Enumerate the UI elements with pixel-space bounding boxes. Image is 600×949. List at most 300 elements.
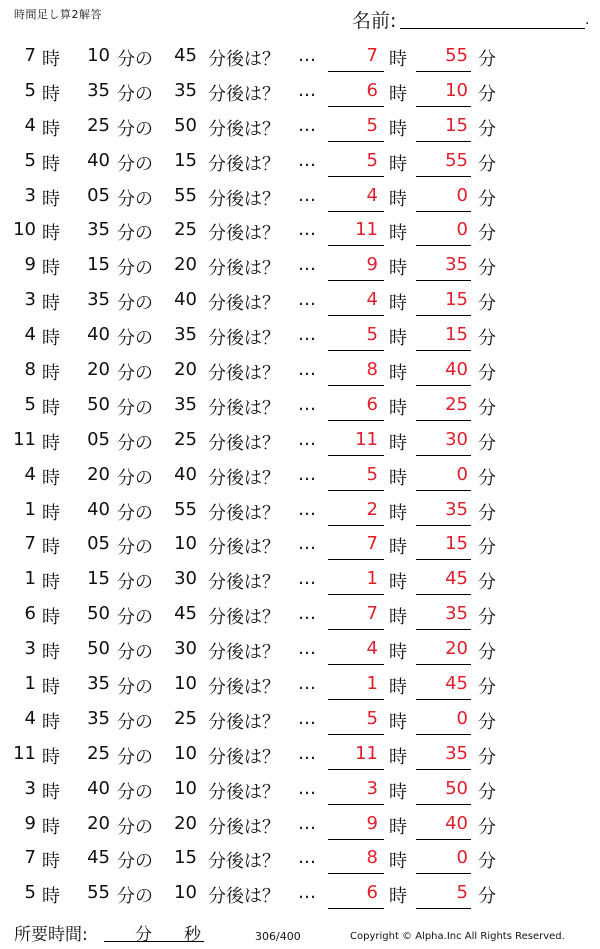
- minute-label: 分: [478, 188, 496, 210]
- after-label: 分後は？: [208, 816, 280, 838]
- answer-minute-line: [416, 211, 471, 212]
- minute-label: 分: [478, 83, 496, 105]
- hour-label: 時: [389, 886, 407, 908]
- of-label: 分の: [117, 607, 153, 629]
- ellipsis: …: [298, 79, 316, 101]
- hour-label: 時: [42, 397, 60, 419]
- start-minute: 20: [87, 359, 110, 381]
- hour-label: 時: [42, 711, 60, 733]
- added-minutes: 10: [174, 777, 197, 799]
- hour-label: 時: [42, 816, 60, 838]
- answer-hour: 7: [366, 45, 378, 66]
- answer-hour: 5: [366, 324, 378, 346]
- problem-row: [0, 773, 600, 808]
- start-minute: 50: [87, 393, 110, 415]
- answer-minute-line: [416, 873, 471, 874]
- minute-label: 分: [478, 607, 496, 629]
- answer-minute-line: [416, 908, 471, 909]
- ellipsis: …: [298, 359, 316, 381]
- of-label: 分の: [117, 188, 153, 210]
- after-label: 分後は？: [208, 188, 280, 210]
- worksheet-title: 時間足し算2解答: [14, 8, 102, 21]
- problem-row: [0, 249, 600, 284]
- problem-row: [0, 40, 600, 75]
- problem-row: [0, 110, 600, 145]
- after-label: 分後は？: [208, 118, 280, 140]
- hour-label: 時: [42, 781, 60, 803]
- hour-label: 時: [389, 118, 407, 140]
- answer-minute: 55: [445, 45, 468, 66]
- added-minutes: 30: [174, 638, 197, 660]
- start-minute: 35: [87, 673, 110, 695]
- minute-label: 分: [478, 781, 496, 803]
- hour-label: 時: [389, 711, 407, 733]
- after-label: 分後は？: [208, 502, 280, 524]
- answer-hour: 7: [366, 603, 378, 625]
- ellipsis: …: [298, 568, 316, 590]
- time-second-label: 秒: [184, 925, 201, 945]
- problem-row: [0, 459, 600, 494]
- answer-minute: 50: [445, 777, 468, 799]
- of-label: 分の: [117, 746, 153, 768]
- answer-minute: 45: [445, 568, 468, 590]
- minute-label: 分: [478, 328, 496, 350]
- problem-row: [0, 563, 600, 598]
- answer-minute-line: [416, 594, 471, 595]
- time-taken-label: 所要時間:: [14, 925, 88, 945]
- time-minute-label: 分: [135, 925, 152, 945]
- answer-minute: 10: [445, 79, 468, 101]
- of-label: 分の: [117, 83, 153, 105]
- of-label: 分の: [117, 711, 153, 733]
- answer-minute-line: [416, 176, 471, 177]
- answer-hour-line: [328, 873, 384, 874]
- answer-minute-line: [416, 804, 471, 805]
- answer-hour-line: [328, 141, 384, 142]
- ellipsis: …: [298, 184, 316, 206]
- answer-minute: 0: [456, 219, 468, 241]
- start-hour: 5: [24, 882, 36, 904]
- start-minute: 10: [87, 45, 110, 66]
- problem-row: [0, 528, 600, 563]
- problem-row: [0, 598, 600, 633]
- answer-minute: 15: [445, 324, 468, 346]
- start-hour: 7: [24, 45, 36, 66]
- of-label: 分の: [117, 432, 153, 454]
- of-label: 分の: [117, 397, 153, 419]
- start-minute: 15: [87, 568, 110, 590]
- hour-label: 時: [389, 188, 407, 210]
- page-number: 306/400: [255, 930, 301, 943]
- hour-label: 時: [389, 328, 407, 350]
- after-label: 分後は？: [208, 607, 280, 629]
- ellipsis: …: [298, 149, 316, 171]
- added-minutes: 40: [174, 289, 197, 311]
- answer-hour: 8: [366, 847, 378, 869]
- after-label: 分後は？: [208, 677, 280, 699]
- start-minute: 40: [87, 149, 110, 171]
- hour-label: 時: [42, 188, 60, 210]
- answer-hour-line: [328, 211, 384, 212]
- minute-label: 分: [478, 642, 496, 664]
- answer-minute-line: [416, 350, 471, 351]
- ellipsis: …: [298, 847, 316, 869]
- added-minutes: 20: [174, 812, 197, 834]
- answer-minute-line: [416, 839, 471, 840]
- hour-label: 時: [42, 502, 60, 524]
- ellipsis: …: [298, 742, 316, 764]
- answer-hour: 7: [366, 533, 378, 555]
- problem-row: [0, 738, 600, 773]
- answer-minute: 35: [445, 254, 468, 276]
- added-minutes: 15: [174, 149, 197, 171]
- problem-row: [0, 214, 600, 249]
- hour-label: 時: [389, 642, 407, 664]
- answer-hour: 11: [355, 742, 378, 764]
- answer-minute: 55: [445, 149, 468, 171]
- hour-label: 時: [389, 293, 407, 315]
- start-minute: 55: [87, 882, 110, 904]
- start-hour: 3: [24, 638, 36, 660]
- ellipsis: …: [298, 882, 316, 904]
- hour-label: 時: [389, 781, 407, 803]
- hour-label: 時: [42, 642, 60, 664]
- ellipsis: …: [298, 289, 316, 311]
- start-minute: 50: [87, 638, 110, 660]
- answer-minute-line: [416, 490, 471, 491]
- after-label: 分後は？: [208, 886, 280, 908]
- of-label: 分の: [117, 886, 153, 908]
- start-minute: 20: [87, 463, 110, 485]
- answer-hour-line: [328, 385, 384, 386]
- ellipsis: …: [298, 812, 316, 834]
- start-minute: 35: [87, 219, 110, 241]
- problem-row: [0, 180, 600, 215]
- answer-hour-line: [328, 280, 384, 281]
- problem-row: [0, 354, 600, 389]
- added-minutes: 10: [174, 673, 197, 695]
- of-label: 分の: [117, 537, 153, 559]
- minute-label: 分: [478, 677, 496, 699]
- start-hour: 3: [24, 184, 36, 206]
- hour-label: 時: [42, 537, 60, 559]
- after-label: 分後は？: [208, 572, 280, 594]
- minute-label: 分: [478, 572, 496, 594]
- ellipsis: …: [298, 533, 316, 555]
- answer-hour-line: [328, 559, 384, 560]
- answer-minute: 15: [445, 533, 468, 555]
- added-minutes: 10: [174, 882, 197, 904]
- start-hour: 6: [24, 603, 36, 625]
- start-minute: 35: [87, 79, 110, 101]
- minute-label: 分: [478, 502, 496, 524]
- after-label: 分後は？: [208, 537, 280, 559]
- minute-label: 分: [478, 746, 496, 768]
- ellipsis: …: [298, 603, 316, 625]
- after-label: 分後は？: [208, 432, 280, 454]
- answer-minute-line: [416, 420, 471, 421]
- hour-label: 時: [389, 502, 407, 524]
- answer-minute: 0: [456, 847, 468, 869]
- problem-row: [0, 703, 600, 738]
- answer-minute: 35: [445, 603, 468, 625]
- start-minute: 05: [87, 428, 110, 450]
- ellipsis: …: [298, 498, 316, 520]
- hour-label: 時: [42, 153, 60, 175]
- added-minutes: 35: [174, 393, 197, 415]
- problem-row: [0, 145, 600, 180]
- start-hour: 4: [24, 324, 36, 346]
- of-label: 分の: [117, 677, 153, 699]
- hour-label: 時: [389, 851, 407, 873]
- problem-row: [0, 75, 600, 110]
- start-minute: 35: [87, 289, 110, 311]
- added-minutes: 45: [174, 603, 197, 625]
- answer-minute-line: [416, 559, 471, 560]
- answer-minute-line: [416, 245, 471, 246]
- problem-row: [0, 424, 600, 459]
- answer-hour-line: [328, 699, 384, 700]
- ellipsis: …: [298, 219, 316, 241]
- ellipsis: …: [298, 707, 316, 729]
- hour-label: 時: [42, 746, 60, 768]
- answer-hour-line: [328, 420, 384, 421]
- minute-label: 分: [478, 258, 496, 280]
- hour-label: 時: [389, 432, 407, 454]
- start-hour: 3: [24, 777, 36, 799]
- answer-minute-line: [416, 699, 471, 700]
- added-minutes: 20: [174, 254, 197, 276]
- problem-row: [0, 808, 600, 843]
- added-minutes: 45: [174, 45, 197, 66]
- answer-minute-line: [416, 315, 471, 316]
- minute-label: 分: [478, 49, 496, 70]
- after-label: 分後は？: [208, 83, 280, 105]
- answer-minute: 40: [445, 359, 468, 381]
- hour-label: 時: [42, 467, 60, 489]
- ellipsis: …: [298, 777, 316, 799]
- answer-hour: 6: [366, 393, 378, 415]
- hour-label: 時: [42, 886, 60, 908]
- ellipsis: …: [298, 393, 316, 415]
- hour-label: 時: [389, 49, 407, 70]
- answer-minute-line: [416, 769, 471, 770]
- added-minutes: 55: [174, 184, 197, 206]
- answer-minute: 20: [445, 638, 468, 660]
- of-label: 分の: [117, 572, 153, 594]
- answer-minute-line: [416, 525, 471, 526]
- start-minute: 25: [87, 742, 110, 764]
- answer-hour-line: [328, 315, 384, 316]
- of-label: 分の: [117, 642, 153, 664]
- of-label: 分の: [117, 153, 153, 175]
- minute-label: 分: [478, 432, 496, 454]
- start-minute: 40: [87, 324, 110, 346]
- of-label: 分の: [117, 467, 153, 489]
- answer-minute: 0: [456, 463, 468, 485]
- answer-hour-line: [328, 908, 384, 909]
- after-label: 分後は？: [208, 258, 280, 280]
- answer-minute: 40: [445, 812, 468, 834]
- ellipsis: …: [298, 673, 316, 695]
- added-minutes: 25: [174, 707, 197, 729]
- hour-label: 時: [389, 223, 407, 245]
- start-hour: 5: [24, 149, 36, 171]
- of-label: 分の: [117, 781, 153, 803]
- name-field[interactable]: [400, 28, 585, 29]
- answer-hour: 11: [355, 428, 378, 450]
- start-minute: 40: [87, 498, 110, 520]
- start-minute: 45: [87, 847, 110, 869]
- hour-label: 時: [42, 328, 60, 350]
- ellipsis: …: [298, 463, 316, 485]
- added-minutes: 20: [174, 359, 197, 381]
- after-label: 分後は？: [208, 711, 280, 733]
- ellipsis: …: [298, 114, 316, 136]
- of-label: 分の: [117, 328, 153, 350]
- problem-row: [0, 319, 600, 354]
- of-label: 分の: [117, 293, 153, 315]
- hour-label: 時: [42, 363, 60, 385]
- answer-hour-line: [328, 664, 384, 665]
- hour-label: 時: [42, 851, 60, 873]
- answer-minute: 35: [445, 498, 468, 520]
- answer-hour: 1: [366, 568, 378, 590]
- start-hour: 4: [24, 707, 36, 729]
- added-minutes: 15: [174, 847, 197, 869]
- name-label: 名前:: [352, 10, 397, 32]
- problem-list: [0, 40, 600, 912]
- answer-minute-line: [416, 734, 471, 735]
- answer-minute-line: [416, 385, 471, 386]
- start-hour: 11: [13, 742, 36, 764]
- start-hour: 5: [24, 393, 36, 415]
- answer-hour: 11: [355, 219, 378, 241]
- minute-label: 分: [478, 223, 496, 245]
- answer-hour-line: [328, 350, 384, 351]
- answer-hour-line: [328, 804, 384, 805]
- hour-label: 時: [389, 572, 407, 594]
- minute-label: 分: [478, 118, 496, 140]
- added-minutes: 35: [174, 324, 197, 346]
- answer-hour: 9: [366, 254, 378, 276]
- minute-label: 分: [478, 537, 496, 559]
- of-label: 分の: [117, 851, 153, 873]
- answer-hour-line: [328, 594, 384, 595]
- hour-label: 時: [389, 746, 407, 768]
- problem-row: [0, 494, 600, 529]
- of-label: 分の: [117, 223, 153, 245]
- added-minutes: 40: [174, 463, 197, 485]
- start-hour: 7: [24, 533, 36, 555]
- after-label: 分後は？: [208, 746, 280, 768]
- start-minute: 05: [87, 184, 110, 206]
- answer-hour: 5: [366, 463, 378, 485]
- answer-minute: 45: [445, 673, 468, 695]
- minute-label: 分: [478, 467, 496, 489]
- start-minute: 50: [87, 603, 110, 625]
- hour-label: 時: [42, 118, 60, 140]
- hour-label: 時: [389, 363, 407, 385]
- start-hour: 11: [13, 428, 36, 450]
- after-label: 分後は？: [208, 328, 280, 350]
- after-label: 分後は？: [208, 642, 280, 664]
- problem-row: [0, 389, 600, 424]
- start-hour: 9: [24, 812, 36, 834]
- hour-label: 時: [389, 258, 407, 280]
- start-minute: 35: [87, 707, 110, 729]
- answer-hour: 6: [366, 79, 378, 101]
- hour-label: 時: [42, 223, 60, 245]
- of-label: 分の: [117, 118, 153, 140]
- start-hour: 1: [24, 498, 36, 520]
- start-minute: 40: [87, 777, 110, 799]
- problem-row: [0, 633, 600, 668]
- answer-minute: 0: [456, 707, 468, 729]
- hour-label: 時: [42, 572, 60, 594]
- answer-hour: 4: [366, 289, 378, 311]
- answer-minute-line: [416, 455, 471, 456]
- minute-label: 分: [478, 293, 496, 315]
- after-label: 分後は？: [208, 851, 280, 873]
- answer-minute: 15: [445, 289, 468, 311]
- added-minutes: 50: [174, 114, 197, 136]
- hour-label: 時: [42, 258, 60, 280]
- after-label: 分後は？: [208, 397, 280, 419]
- hour-label: 時: [42, 432, 60, 454]
- answer-hour-line: [328, 525, 384, 526]
- answer-hour-line: [328, 629, 384, 630]
- answer-hour-line: [328, 71, 384, 72]
- start-hour: 9: [24, 254, 36, 276]
- start-minute: 15: [87, 254, 110, 276]
- added-minutes: 25: [174, 219, 197, 241]
- hour-label: 時: [389, 816, 407, 838]
- start-hour: 4: [24, 463, 36, 485]
- answer-minute: 35: [445, 742, 468, 764]
- start-hour: 10: [13, 219, 36, 241]
- answer-hour: 5: [366, 149, 378, 171]
- answer-hour-line: [328, 106, 384, 107]
- answer-minute-line: [416, 106, 471, 107]
- of-label: 分の: [117, 816, 153, 838]
- added-minutes: 55: [174, 498, 197, 520]
- answer-hour-line: [328, 176, 384, 177]
- start-hour: 1: [24, 673, 36, 695]
- minute-label: 分: [478, 397, 496, 419]
- answer-hour: 8: [366, 359, 378, 381]
- hour-label: 時: [42, 83, 60, 105]
- of-label: 分の: [117, 363, 153, 385]
- minute-label: 分: [478, 851, 496, 873]
- answer-minute-line: [416, 280, 471, 281]
- after-label: 分後は？: [208, 223, 280, 245]
- added-minutes: 30: [174, 568, 197, 590]
- answer-minute-line: [416, 71, 471, 72]
- start-hour: 8: [24, 359, 36, 381]
- of-label: 分の: [117, 502, 153, 524]
- added-minutes: 25: [174, 428, 197, 450]
- answer-minute-line: [416, 141, 471, 142]
- hour-label: 時: [389, 677, 407, 699]
- problem-row: [0, 877, 600, 912]
- start-hour: 1: [24, 568, 36, 590]
- start-hour: 7: [24, 847, 36, 869]
- minute-label: 分: [478, 886, 496, 908]
- hour-label: 時: [42, 293, 60, 315]
- minute-label: 分: [478, 711, 496, 733]
- problem-row: [0, 668, 600, 703]
